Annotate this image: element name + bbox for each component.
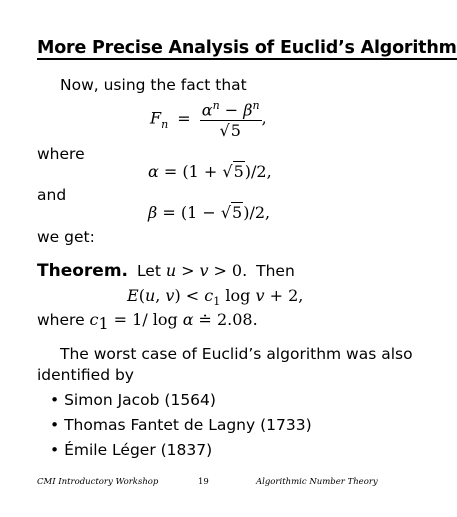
theorem-label: Theorem. [37,261,128,281]
weget-label: we get: [37,228,95,246]
list-item: • Simon Jacob (1564) [50,391,216,409]
bullet-icon: • [50,416,60,434]
beta-definition: β = (1 − √5)/2, [148,203,271,222]
worst-case-line-2: identified by [37,366,134,384]
worst-case-line-1: The worst case of Euclid’s algorithm was also [60,345,413,363]
theorem-formula: E(u, $v) < c_1$ log v + 2, [127,286,304,309]
c1-definition: where $c_1 = 1/$ log α ≐ 2.08. [37,310,258,334]
footer-right: Algorithmic Number Theory [256,477,378,487]
intro-text: Now, using the fact that [60,76,247,94]
page-number: 19 [198,477,209,487]
fibonacci-fraction: $\frac{\alpha^n - \beta^n}{√5}$ [201,99,260,141]
fibonacci-formula: $F_n$ = $\frac{\alpha^n - \beta^n}{√5}$ , [150,99,267,141]
alpha-definition: α = (1 + √5)/2, [148,162,272,181]
and-label: and [37,186,67,204]
list-item: • Thomas Fantet de Lagny (1733) [50,416,312,434]
theorem-line: Theorem. Let u > v > 0. Then [37,261,295,281]
slide-title: More Precise Analysis of Euclid’s Algorithm [37,38,457,58]
list-item: • Émile Léger (1837) [50,441,213,459]
footer-left: CMI Introductory Workshop [37,477,159,487]
bullet-icon: • [50,441,60,459]
bullet-icon: • [50,391,60,409]
where-label: where [37,145,85,163]
